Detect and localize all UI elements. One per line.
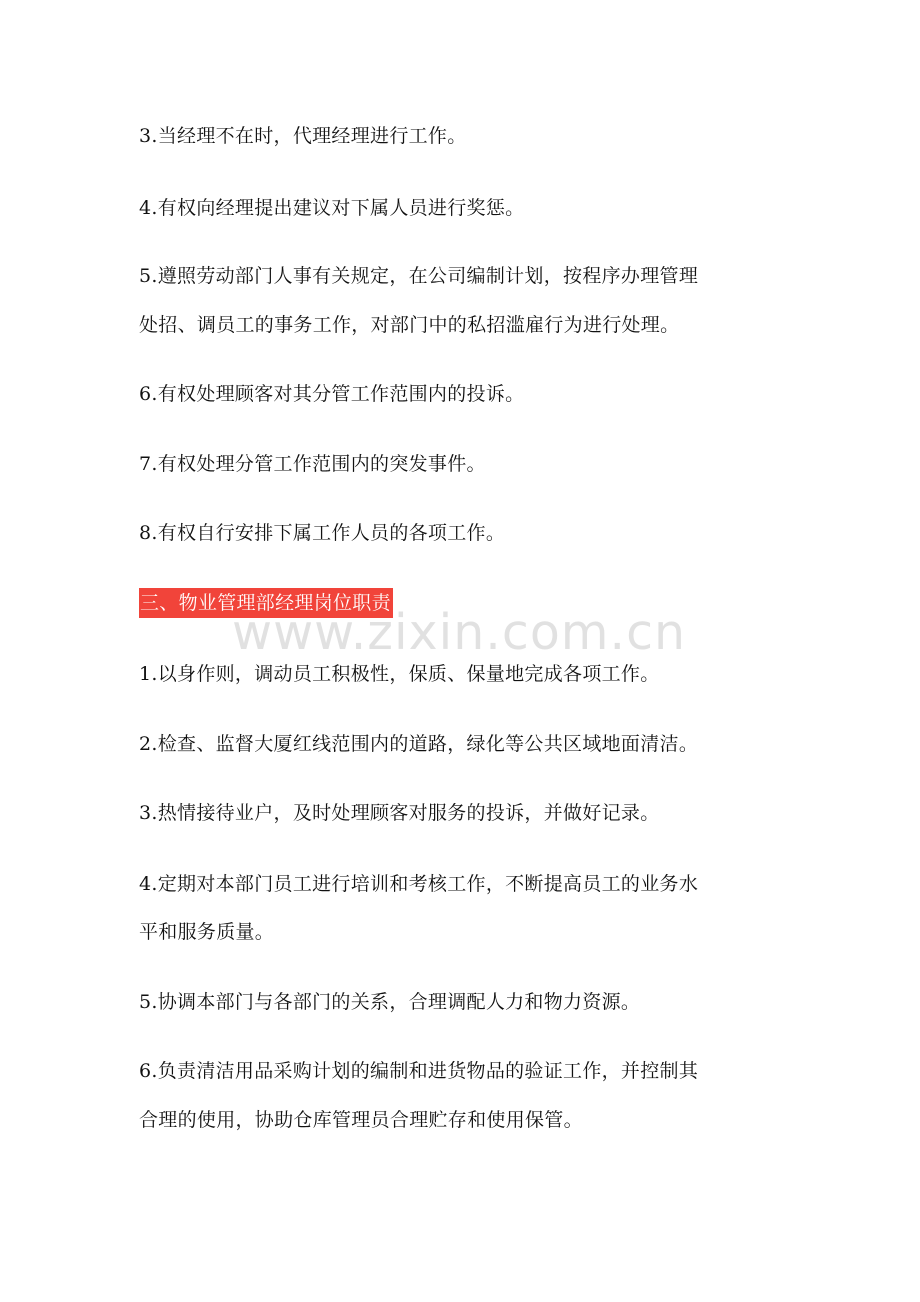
manager-duty-4-line-2: 平和服务质量。: [139, 921, 275, 943]
watermark: www.zixin.com.cn: [232, 604, 687, 661]
manager-duty-5: 5.协调本部门与各部门的关系，合理调配人力和物力资源。: [139, 991, 641, 1013]
duty-item-6: 6.有权处理顾客对其分管工作范围内的投诉。: [139, 383, 525, 405]
duty-item-5-line-1: 5.遵照劳动部门人事有关规定，在公司编制计划，按程序办理管理: [139, 265, 699, 287]
duty-item-4: 4.有权向经理提出建议对下属人员进行奖惩。: [139, 197, 525, 219]
manager-duty-1: 1.以身作则，调动员工积极性，保质、保量地完成各项工作。: [139, 663, 660, 685]
manager-duty-6-line-2: 合理的使用，协助仓库管理员合理贮存和使用保管。: [139, 1109, 583, 1131]
duty-item-7: 7.有权处理分管工作范围内的突发事件。: [139, 453, 486, 475]
manager-duty-2: 2.检查、监督大厦红线范围内的道路，绿化等公共区域地面清洁。: [139, 733, 699, 755]
manager-duty-4-line-1: 4.定期对本部门员工进行培训和考核工作，不断提高员工的业务水: [139, 873, 699, 895]
duty-item-3: 3.当经理不在时，代理经理进行工作。: [139, 125, 467, 147]
section-heading: 三、物业管理部经理岗位职责: [139, 588, 393, 618]
manager-duty-6-line-1: 6.负责清洁用品采购计划的编制和进货物品的验证工作，并控制其: [139, 1060, 699, 1082]
duty-item-8: 8.有权自行安排下属工作人员的各项工作。: [139, 522, 506, 544]
manager-duty-3: 3.热情接待业户，及时处理顾客对服务的投诉，并做好记录。: [139, 802, 660, 824]
duty-item-5-line-2: 处招、调员工的事务工作，对部门中的私招滥雇行为进行处理。: [139, 314, 680, 336]
